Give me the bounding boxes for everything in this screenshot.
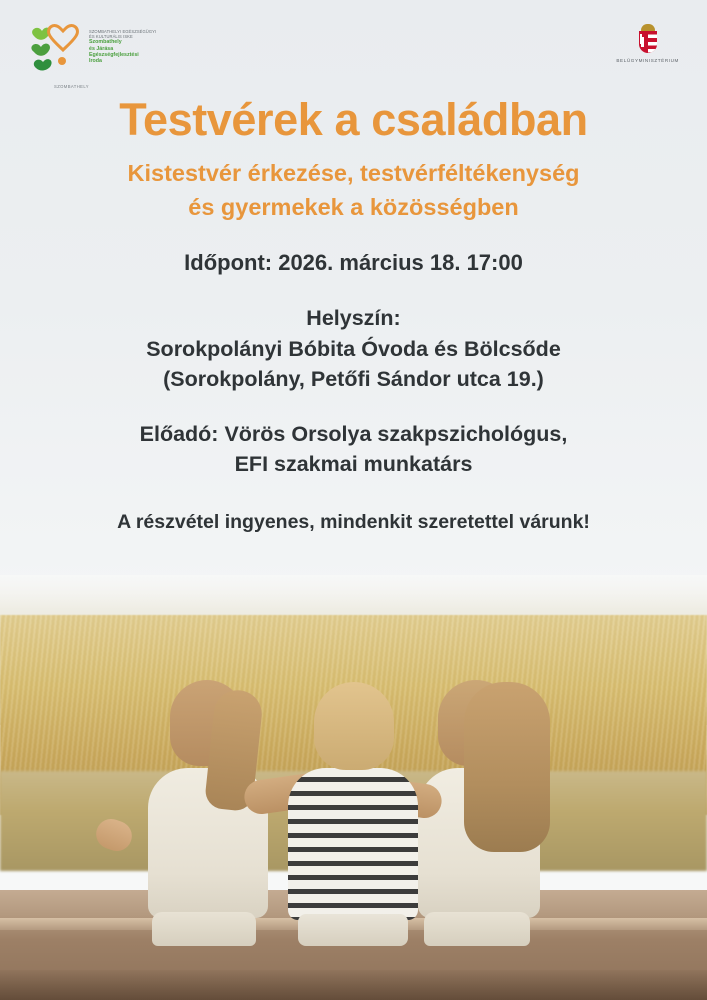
logo-green-line-4: Iroda (89, 58, 102, 65)
left-logo-text (89, 30, 156, 65)
page-title: Testvérek a családban (119, 94, 588, 145)
venue-label: Helyszín: (306, 305, 401, 330)
logo-bar (0, 0, 707, 88)
child-center (288, 768, 418, 920)
child-left (148, 768, 268, 918)
subtitle (28, 157, 679, 224)
photo-top-fade (0, 575, 707, 609)
right-logo-group (616, 24, 679, 63)
ministry-label: BELÜGYMINISZTÉRIUM (616, 58, 679, 63)
hungarian-coat-of-arms-icon (637, 24, 659, 54)
children-group (0, 575, 707, 1000)
logo-green-line-1: Szombathely (89, 39, 122, 46)
logo-city-label: SZOMBATHELY (54, 84, 89, 89)
free-participation-note: A részvétel ingyenes, mindenkit szeretettel várunk! (117, 510, 590, 533)
heart-leaf-logo-icon (24, 22, 82, 72)
venue-address: (Sorokpolány, Petőfi Sándor utca 19.) (163, 366, 544, 391)
logo-green-line-3: Egészségfejlesztési (89, 51, 139, 58)
subtitle-line-1: Kistestvér érkezése, testvérféltékenység (127, 160, 580, 187)
logo-green-line-2: és Járása (89, 45, 114, 52)
speaker-line-2: EFI szakmai munkatárs (234, 451, 473, 476)
poster-content (0, 96, 707, 534)
logo-org-line-2: ÉS KULTURÁLIS ISKE (89, 33, 133, 39)
left-logo-group (24, 22, 157, 89)
child-right (418, 768, 540, 918)
speaker-line-1: Előadó: Vörös Orsolya szakpszichológus, (139, 421, 568, 446)
children-photo (0, 575, 707, 1000)
child-hand (92, 815, 136, 856)
logo-org-line-1: SZOMBATHELYI EGÉSZSÉGÜGYI (89, 28, 157, 34)
subtitle-line-2: és gyermekek a közösségben (188, 193, 519, 220)
event-date: Időpont: 2026. március 18. 17:00 (184, 249, 523, 275)
venue-name: Sorokpolányi Bóbita Óvoda és Bölcsőde (146, 336, 561, 361)
